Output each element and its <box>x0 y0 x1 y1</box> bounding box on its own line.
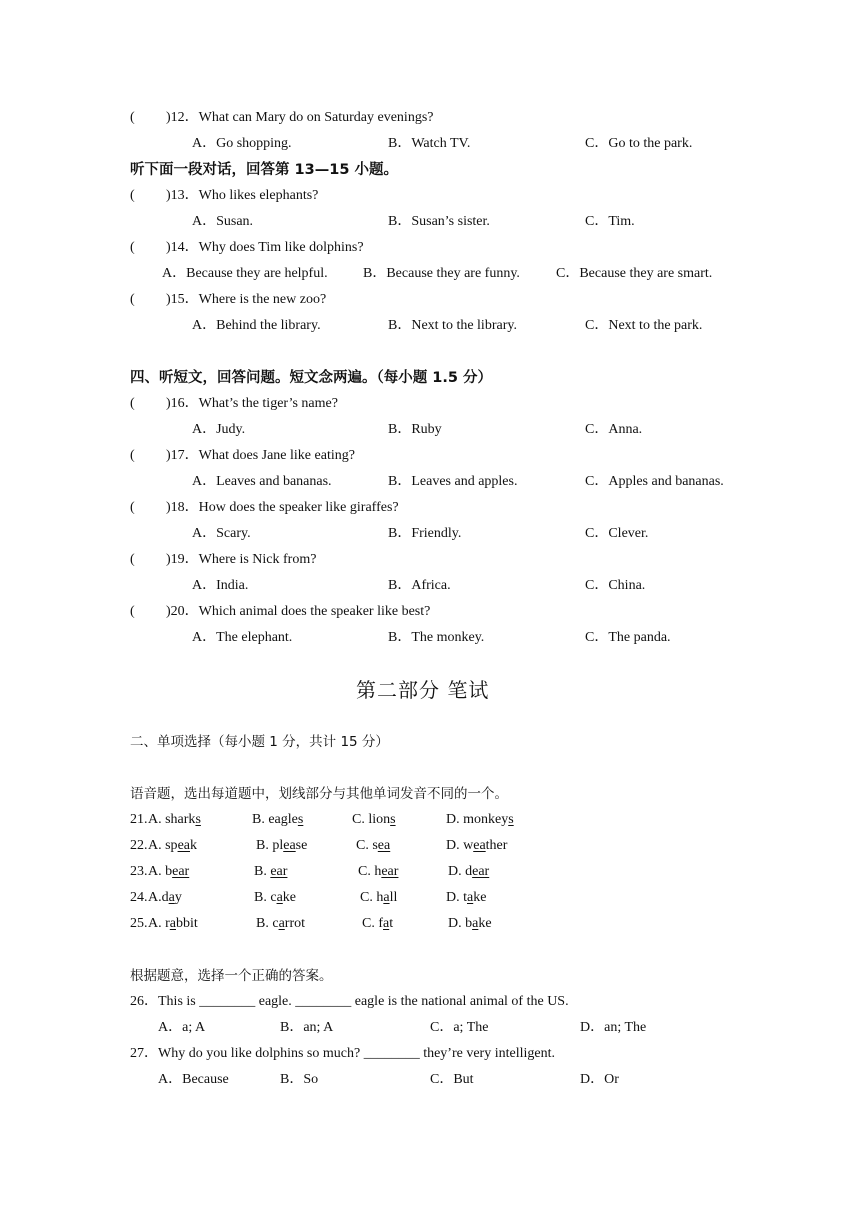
phonetics-option-a: A. rabbit <box>148 916 198 931</box>
answer-paren: ( <box>130 396 135 411</box>
option-b: B．Because they are funny. <box>363 266 520 281</box>
option-a: A．Leaves and bananas. <box>192 474 332 489</box>
underlined-letters: ear <box>270 864 288 879</box>
phonetics-option-a: A. speak <box>148 838 197 853</box>
phonetics-option-c: C. hall <box>360 890 398 905</box>
answer-paren: ( <box>130 240 135 255</box>
option-c: C．Because they are smart. <box>556 266 713 281</box>
phonetics-option-c: C. sea <box>356 838 391 853</box>
underlined-letters: a <box>168 890 175 905</box>
underlined-letters: a <box>169 916 176 931</box>
phonetics-option-c: C. fat <box>362 916 394 931</box>
option-b: B．Leaves and apples. <box>388 474 518 489</box>
option-c: C．China. <box>585 578 646 593</box>
option-a: A．Because <box>158 1072 229 1087</box>
underlined-letters: s <box>390 812 396 827</box>
phonetics-option-d: D. weather <box>446 838 508 853</box>
option-b: B．Next to the library. <box>388 318 517 333</box>
underlined-letters: ea <box>177 838 190 853</box>
question-stem: )13．Who likes elephants? <box>166 188 319 203</box>
underlined-letters: s <box>297 812 304 827</box>
phonetics-option-d: D. bake <box>448 916 492 931</box>
option-a: A．a; A <box>158 1020 206 1035</box>
section-heading: 二、单项选择（每小题 1 分，共计 15 分） <box>130 734 389 750</box>
option-c: C．Tim. <box>585 214 635 229</box>
option-b: B．So <box>280 1072 319 1087</box>
phonetics-number: 21. <box>130 812 148 827</box>
answer-paren: ( <box>130 500 135 515</box>
phonetics-number: 25. <box>130 916 148 931</box>
option-c: C．The panda. <box>585 630 671 645</box>
answer-paren: ( <box>130 552 135 567</box>
option-a: A．Susan. <box>192 214 254 229</box>
dialog-instruction: 听下面一段对话，回答第 13—15 小题。 <box>130 162 398 178</box>
underlined-letters: a <box>467 890 474 905</box>
option-c: C．But <box>430 1072 474 1087</box>
question-stem: )12．What can Mary do on Saturday evenings? <box>166 110 434 125</box>
phonetics-option-d: D. dear <box>448 864 490 879</box>
phonetics-number: 24. <box>130 890 148 905</box>
phonetics-instruction: 语音题，选出每道题中，划线部分与其他单词发音不同的一个。 <box>130 786 508 802</box>
underlined-letters: ea <box>283 838 296 853</box>
question-stem: )15．Where is the new zoo? <box>166 292 327 307</box>
phonetics-option-a: A. bear <box>148 864 190 879</box>
phonetics-number: 22. <box>130 838 148 853</box>
underlined-letters: ea <box>473 838 486 853</box>
option-b: B．Africa. <box>388 578 451 593</box>
option-a: A．Because they are helpful. <box>162 266 328 281</box>
part-title: 第二部分 笔试 <box>356 678 490 702</box>
question-stem: 27．Why do you like dolphins so much? ________ they’re very intelligent. <box>130 1046 555 1061</box>
question-stem: 26．This is ________ eagle. ________ eagle is the national animal of the US. <box>130 994 569 1009</box>
phonetics-option-c: C. lions <box>352 812 396 827</box>
phonetics-number: 23. <box>130 864 148 879</box>
phonetics-option-b: B. ear <box>254 864 288 879</box>
option-a: A．Go shopping. <box>192 136 292 151</box>
underlined-letters: a <box>276 890 283 905</box>
choice-instruction: 根据题意，选择一个正确的答案。 <box>130 968 333 984</box>
question-stem: )17．What does Jane like eating? <box>166 448 355 463</box>
option-a: A．India. <box>192 578 249 593</box>
option-a: A．The elephant. <box>192 630 293 645</box>
phonetics-option-a: A. sharks <box>148 812 201 827</box>
underlined-letters: ear <box>381 864 399 879</box>
phonetics-option-b: B. eagles <box>252 812 304 827</box>
phonetics-option-d: D. take <box>446 890 487 905</box>
underlined-letters: a <box>383 916 390 931</box>
option-b: B．Watch TV. <box>388 136 471 151</box>
phonetics-option-c: C. hear <box>358 864 399 879</box>
option-c: C．Go to the park. <box>585 136 693 151</box>
answer-paren: ( <box>130 292 135 307</box>
option-b: B．Ruby <box>388 422 442 437</box>
question-stem: )18．How does the speaker like giraffes? <box>166 500 399 515</box>
option-b: B．The monkey. <box>388 630 485 645</box>
phonetics-option-a: A.day <box>148 890 182 905</box>
underlined-letters: ear <box>472 864 490 879</box>
question-stem: )19．Where is Nick from? <box>166 552 317 567</box>
underlined-letters: a <box>472 916 479 931</box>
underlined-letters: ea <box>377 838 391 853</box>
underlined-letters: a <box>278 916 285 931</box>
question-stem: )16．What’s the tiger’s name? <box>166 396 338 411</box>
question-stem: )14．Why does Tim like dolphins? <box>166 240 364 255</box>
answer-paren: ( <box>130 604 135 619</box>
option-c: C．Anna. <box>585 422 643 437</box>
option-d: D．an; The <box>580 1020 647 1035</box>
answer-paren: ( <box>130 110 135 125</box>
option-b: B．an; A <box>280 1020 334 1035</box>
option-a: A．Behind the library. <box>192 318 321 333</box>
option-c: C．Apples and bananas. <box>585 474 724 489</box>
underlined-letters: s <box>195 812 201 827</box>
answer-paren: ( <box>130 448 135 463</box>
option-b: B．Susan’s sister. <box>388 214 490 229</box>
option-a: A．Scary. <box>192 526 251 541</box>
question-stem: )20．Which animal does the speaker like best? <box>166 604 431 619</box>
phonetics-option-b: B. carrot <box>256 916 305 931</box>
option-d: D．Or <box>580 1072 619 1087</box>
underlined-letters: ear <box>172 864 190 879</box>
option-c: C．Next to the park. <box>585 318 703 333</box>
phonetics-option-d: D. monkeys <box>446 812 514 827</box>
option-c: C．a; The <box>430 1020 489 1035</box>
section-heading: 四、听短文，回答问题。短文念两遍。（每小题 1.5 分） <box>130 370 493 386</box>
option-c: C．Clever. <box>585 526 649 541</box>
phonetics-option-b: B. please <box>256 838 308 853</box>
phonetics-option-b: B. cake <box>254 890 296 905</box>
underlined-letters: a <box>383 890 390 905</box>
option-a: A．Judy. <box>192 422 246 437</box>
option-b: B．Friendly. <box>388 526 462 541</box>
underlined-letters: s <box>508 812 514 827</box>
answer-paren: ( <box>130 188 135 203</box>
